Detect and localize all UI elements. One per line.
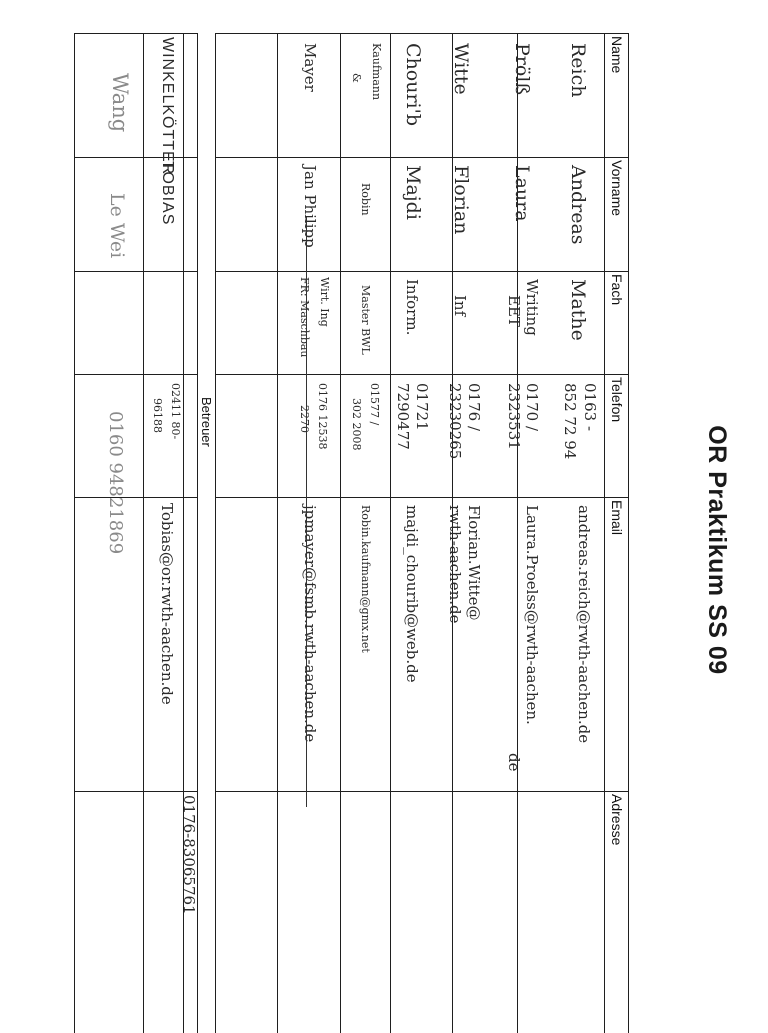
cell-fach: Master BWL bbox=[359, 285, 372, 355]
betreuer-telefon-line2: 96188 bbox=[151, 398, 164, 433]
cell-vorname: Andreas bbox=[567, 165, 589, 245]
header-name: Name bbox=[609, 36, 625, 74]
cell-name-line2: & bbox=[350, 73, 363, 83]
cell-vorname: Majdi bbox=[402, 165, 424, 220]
column-divider bbox=[74, 157, 198, 158]
cell-telefon-line1: 0176 12538 bbox=[316, 383, 329, 450]
page-title: OR Praktikum SS 09 bbox=[703, 425, 731, 675]
table-bottom-border bbox=[215, 33, 216, 1033]
cell-telefon-line2: 852 72 94 bbox=[561, 383, 579, 460]
cell-fach-line1: Writing bbox=[523, 279, 541, 336]
participants-table bbox=[215, 33, 629, 1033]
column-divider bbox=[215, 497, 629, 498]
cell-name: Reich bbox=[567, 43, 589, 98]
cell-email-line1: Florian.Witte@ bbox=[465, 505, 483, 621]
cell-telefon-line1: 0170 / bbox=[523, 383, 541, 431]
column-divider bbox=[74, 374, 198, 375]
row-divider bbox=[340, 33, 341, 1033]
table-top-border bbox=[628, 33, 629, 1033]
betreuer-telefon-line1: 02411 80- bbox=[169, 383, 182, 440]
cell-name: Witte bbox=[450, 43, 472, 95]
betreuer-name: WINKELKÖTTER bbox=[159, 37, 176, 176]
strikethrough-line bbox=[306, 217, 307, 807]
cell-telefon-line1: 0176 / bbox=[465, 383, 483, 431]
cell-telefon-line1: 01577 / bbox=[368, 383, 381, 426]
cell-fach: Inform. bbox=[403, 279, 421, 336]
cell-telefon-line2: 23230265 bbox=[446, 383, 464, 460]
extra-telefon: 0160 94821869 bbox=[105, 411, 126, 555]
header-divider bbox=[604, 33, 605, 1033]
column-divider bbox=[74, 791, 198, 792]
row-divider bbox=[277, 33, 278, 1033]
row-divider bbox=[390, 33, 391, 1033]
column-divider bbox=[215, 157, 629, 158]
table-bottom-border bbox=[74, 33, 75, 1033]
cell-email: Robin.kaufmann@gmx.net bbox=[359, 505, 372, 653]
cell-fach-line2: EET bbox=[505, 295, 523, 327]
cell-name: Chouri'b bbox=[402, 43, 424, 126]
betreuer-email: Tobias@or.rwth-aachen.de bbox=[158, 503, 176, 705]
cell-fach: Inf bbox=[451, 295, 469, 317]
cell-telefon-line2: 2323531 bbox=[505, 383, 523, 450]
header-telefon: Telefon bbox=[609, 377, 625, 423]
cell-name: Prölß bbox=[511, 43, 533, 96]
cell-vorname: Florian bbox=[450, 165, 472, 235]
cell-email-line2: rwth-aachen.de bbox=[446, 505, 464, 624]
betreuer-adresse: 0176-83065761 bbox=[180, 795, 198, 915]
cell-email: jpmayer@fsmb.rwth-aachen.de bbox=[301, 505, 319, 743]
header-fach: Fach bbox=[609, 274, 625, 306]
column-divider bbox=[215, 374, 629, 375]
column-divider bbox=[215, 33, 629, 34]
cell-vorname: Jan Philipp bbox=[301, 165, 319, 248]
extra-name: Wang bbox=[108, 73, 132, 133]
cell-telefon-line2: 7290477 bbox=[394, 383, 412, 450]
header-vorname: Vorname bbox=[609, 160, 625, 217]
betreuer-vorname: TOBIAS bbox=[159, 161, 176, 226]
header-adresse: Adresse bbox=[609, 794, 625, 846]
cell-telefon-line2: 302 2008 bbox=[350, 398, 363, 451]
cell-telefon-line1: 01721 bbox=[413, 383, 431, 431]
cell-fach-line1: Wirt. Ing bbox=[318, 277, 331, 327]
cell-email-line2: de bbox=[505, 753, 523, 772]
cell-email: andreas.reich@rwth-aachen.de bbox=[575, 505, 593, 744]
column-divider bbox=[215, 791, 629, 792]
cell-vorname: Robin bbox=[359, 183, 372, 216]
cell-name: Mayer bbox=[301, 43, 319, 92]
column-divider bbox=[215, 271, 629, 272]
row-divider bbox=[143, 33, 144, 1033]
column-divider bbox=[74, 33, 198, 34]
cell-fach-line2: FR: Maschbau bbox=[298, 277, 311, 358]
cell-email-line1: Laura.Proelss@rwth-aachen. bbox=[523, 505, 541, 725]
column-divider bbox=[74, 497, 198, 498]
header-email: Email bbox=[609, 500, 625, 536]
cell-fach: Mathe bbox=[567, 279, 589, 341]
cell-email: majdi_chourib@web.de bbox=[403, 505, 421, 683]
extra-vorname: Le Wei bbox=[106, 193, 128, 259]
betreuer-table bbox=[74, 33, 198, 1033]
cell-name-line1: Kaufmann bbox=[370, 43, 383, 101]
cell-vorname: Laura bbox=[511, 165, 533, 222]
column-divider bbox=[74, 271, 198, 272]
cell-telefon-line1: 0163 - bbox=[581, 383, 599, 432]
betreuer-label: Betreuer bbox=[199, 397, 214, 447]
cell-telefon-line2: 2270 bbox=[298, 405, 311, 433]
